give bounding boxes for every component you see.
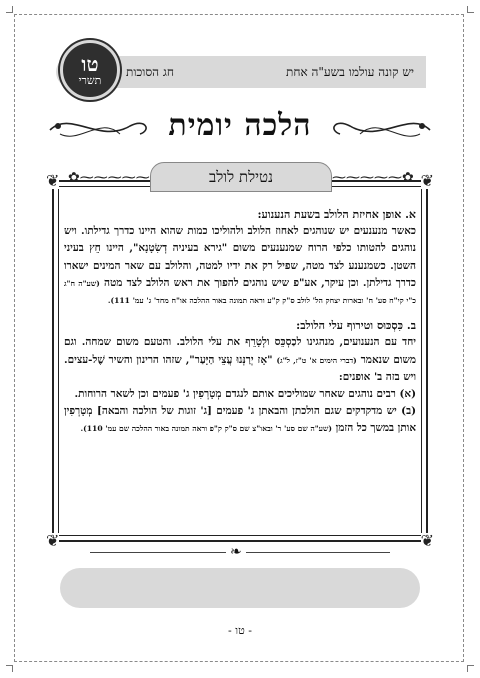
source-citation: (שע"ה ח"ג כ"י קי"ח סע' ח' ובארות יצחק הל' לולב ס"ק ק"ע וראה תמונה באור ההלכה או"ח מחד' ג' עמ' 111). — [64, 278, 416, 306]
corner-ornament-icon: ❦ — [46, 531, 60, 550]
halacha-text — [64, 206, 416, 438]
paragraph-body: (א) רבים נוהגים שאחר שמוליכים אותם לנגדם מְטָרְפִין ג' פעמים וכן לשאר הרוחות. — [74, 388, 416, 401]
corner-ornament-icon: ❦ — [420, 171, 434, 190]
date-day: טו — [81, 51, 99, 76]
paragraph-body — [64, 403, 416, 437]
body-text: "אָז יְרַנְּנוּ עֲצֵי הַיָּעַר", שזהו הרינון והשיר שֶׁל-עצים. ויש בזה ב' אופנים: — [64, 353, 416, 383]
paragraph-body — [64, 223, 416, 309]
crop-mark — [467, 6, 474, 13]
source-citation: (שע"ה שם סע' ר' ובאו"צ שם ס"ק ק"פ וראה תמונה באור ההלכה שם עמ' 110). — [80, 424, 332, 434]
body-text: כאשר מנענעים יש שנוהגים לאחוז הלולב ולהוליכו כמות שהוא היינו כדרך גדילתו. ויש נוהגים להטותו כלפי הרוח שמנענעים משום "גירא בעיניה דְשִׂטָנָא", היינו חֵץ בעיני השטן. כשמנענע לצד מטה, שפיל רק את ידיו למטה, והלולב עם שאר המינים ישארו כדרך גדילתן. וכן עיקר, אע"פ שיש נוהגים להפוך את ראש הלולב לצד מטה — [64, 225, 416, 289]
section-title: נטילת לולב — [209, 167, 273, 186]
crop-mark — [467, 665, 474, 672]
divider-ornament-icon: ❧ — [226, 544, 246, 560]
paragraph-heading: ב. כִּסְכּוּס וטירוף עלי הלולב: — [296, 319, 416, 333]
body-text: יחד עם הנענועים, מנהגינו לכַסְכֵּס ולְטָרֵף את עלי הלולב. והטעם משום שמחה. וגם משום שנאמר — [64, 336, 416, 366]
paragraph-gap — [64, 309, 416, 317]
page-number: - טו - — [228, 624, 252, 637]
paragraph-body — [64, 334, 416, 386]
header-right-text: יש קונה עולמו בשע"ה אחת — [286, 64, 414, 79]
section-title-tab — [150, 162, 332, 192]
crop-mark — [6, 6, 13, 13]
header-left-text: חג הסוכות — [126, 64, 174, 79]
date-badge — [60, 40, 120, 100]
corner-ornament-icon: ❦ — [420, 531, 434, 550]
source-citation: (דברי הימים א' ט"ז, ל"ג) — [276, 355, 357, 365]
body-text: (ב) יש מדקדקים שגם הולכתן והבאתן ג' פעמים [ג' זוגות של הולכה והבאה] מְטָרְפִין אותן במשך כל הזמן — [64, 405, 416, 435]
paragraph-heading: א. אופן אחיזת הלולב בשעת הנענוע: — [257, 208, 416, 221]
tab-flourish-icon: ⁓⁓⁓⁓⁓✿ — [332, 170, 414, 186]
title-banner — [40, 104, 440, 148]
footer-bar — [60, 568, 420, 608]
corner-ornament-icon: ❦ — [46, 171, 60, 190]
page-title: הלכה יומית — [168, 108, 312, 143]
tab-flourish-icon: ✿⁓⁓⁓⁓⁓ — [68, 170, 150, 186]
date-month: תשרי — [78, 73, 102, 87]
crop-mark — [6, 665, 13, 672]
